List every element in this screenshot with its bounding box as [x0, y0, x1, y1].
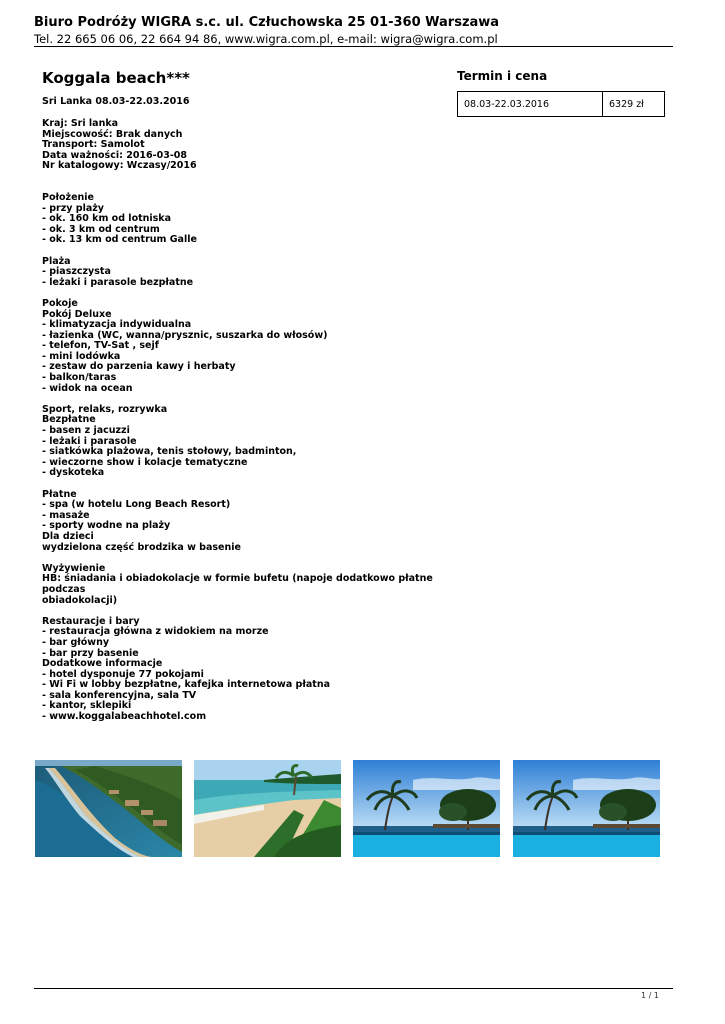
description-line: obiadokolacji)	[42, 594, 118, 606]
description-line: - piaszczysta	[42, 266, 111, 278]
beach-palms-photo	[194, 760, 341, 857]
price-heading: Termin i cena	[457, 69, 548, 83]
description-line: Plaża	[42, 255, 71, 267]
price-table	[457, 91, 665, 117]
description-line: - zestaw do parzenia kawy i herbaty	[42, 361, 236, 373]
description-line: - masaże	[42, 509, 90, 521]
description-line: - łazienka (WC, wanna/prysznic, suszarka do włosów)	[42, 329, 328, 341]
description-line: - przy plaży	[42, 202, 104, 214]
price-value: 6329 zł	[603, 92, 665, 117]
description-line: - www.koggalabeachhotel.com	[42, 711, 207, 723]
description-line: - siatkówka plażowa, tenis stołowy, badminton,	[42, 446, 297, 458]
document-header	[34, 14, 674, 47]
meta-line: Miejscowość: Brak danych	[42, 128, 183, 140]
offer-subtitle: Sri Lanka 08.03-22.03.2016	[42, 96, 190, 107]
company-contacts: Tel. 22 665 06 06, 22 664 94 86, www.wigra.com.pl, e-mail: wigra@wigra.com.pl	[34, 32, 498, 46]
meta-line: Nr katalogowy: Wczasy/2016	[42, 160, 197, 172]
offer-title: Koggala beach***	[42, 69, 190, 87]
blank-line	[42, 288, 442, 299]
description-line: - widok na ocean	[42, 382, 133, 394]
description-line: - ok. 13 km od centrum Galle	[42, 234, 197, 246]
price-section	[457, 68, 667, 117]
description-line: HB: śniadania i obiadokolacje w formie bufetu (napoje dodatkowo płatne podczas	[42, 573, 437, 595]
description-line: - spa (w hotelu Long Beach Resort)	[42, 499, 231, 511]
description-line: - leżaki i parasole	[42, 435, 137, 447]
description-line: - ok. 3 km od centrum	[42, 223, 160, 235]
header-divider	[34, 46, 673, 47]
description-line: - hotel dysponuje 77 pokojami	[42, 668, 204, 680]
description-line: Dodatkowe informacje	[42, 658, 163, 670]
blank-line	[42, 479, 442, 490]
offer-meta	[42, 119, 442, 172]
description-line: - balkon/taras	[42, 372, 117, 384]
description-line: Pokój Deluxe	[42, 308, 112, 320]
description-line: Pokoje	[42, 297, 78, 309]
description-line: - leżaki i parasole bezpłatne	[42, 276, 194, 288]
price-term: 08.03-22.03.2016	[458, 92, 603, 117]
description-line: - sporty wodne na plaży	[42, 520, 171, 532]
footer-divider	[34, 988, 673, 989]
meta-line: Data ważności: 2016-03-08	[42, 149, 187, 161]
company-name: Biuro Podróży WIGRA s.c. ul. Człuchowska 25 01-360 Warszawa	[34, 15, 500, 30]
description-line: Położenie	[42, 191, 94, 203]
description-line: - mini lodówka	[42, 350, 121, 362]
description-line: - bar przy basenie	[42, 647, 139, 659]
aerial-coast-photo	[35, 760, 182, 857]
description-line: Bezpłatne	[42, 414, 96, 426]
description-line: Dla dzieci	[42, 530, 94, 542]
meta-line: Kraj: Sri lanka	[42, 118, 119, 129]
offer-details	[42, 68, 442, 723]
offer-description	[42, 193, 442, 723]
description-line: Sport, relaks, rozrywka	[42, 403, 168, 415]
description-line: Restauracje i bary	[42, 615, 140, 627]
description-line: - restauracja główna z widokiem na morze	[42, 626, 269, 638]
pool-palms-photo	[513, 760, 660, 857]
description-line: - basen z jacuzzi	[42, 425, 130, 437]
description-line: Wyżywienie	[42, 562, 106, 574]
price-row	[458, 92, 665, 117]
description-line: - Wi Fi w lobby bezpłatne, kafejka internetowa płatna	[42, 679, 330, 691]
description-line: - kantor, sklepiki	[42, 700, 132, 712]
description-line: wydzielona część brodzika w basenie	[42, 541, 241, 553]
page-number: 1 / 1	[641, 991, 659, 1000]
meta-line: Transport: Samolot	[42, 139, 145, 151]
description-line: - bar główny	[42, 636, 110, 648]
photo-gallery	[35, 760, 665, 858]
description-line: - wieczorne show i kolacje tematyczne	[42, 456, 248, 468]
blank-line	[42, 246, 442, 257]
description-line: - telefon, TV-Sat , sejf	[42, 340, 159, 352]
description-line: - klimatyzacja indywidualna	[42, 319, 192, 331]
description-line: - ok. 160 km od lotniska	[42, 213, 172, 225]
description-line: Płatne	[42, 488, 77, 500]
description-line: - sala konferencyjna, sala TV	[42, 689, 197, 701]
pool-palms-photo	[353, 760, 500, 857]
description-line: - dyskoteka	[42, 467, 105, 479]
